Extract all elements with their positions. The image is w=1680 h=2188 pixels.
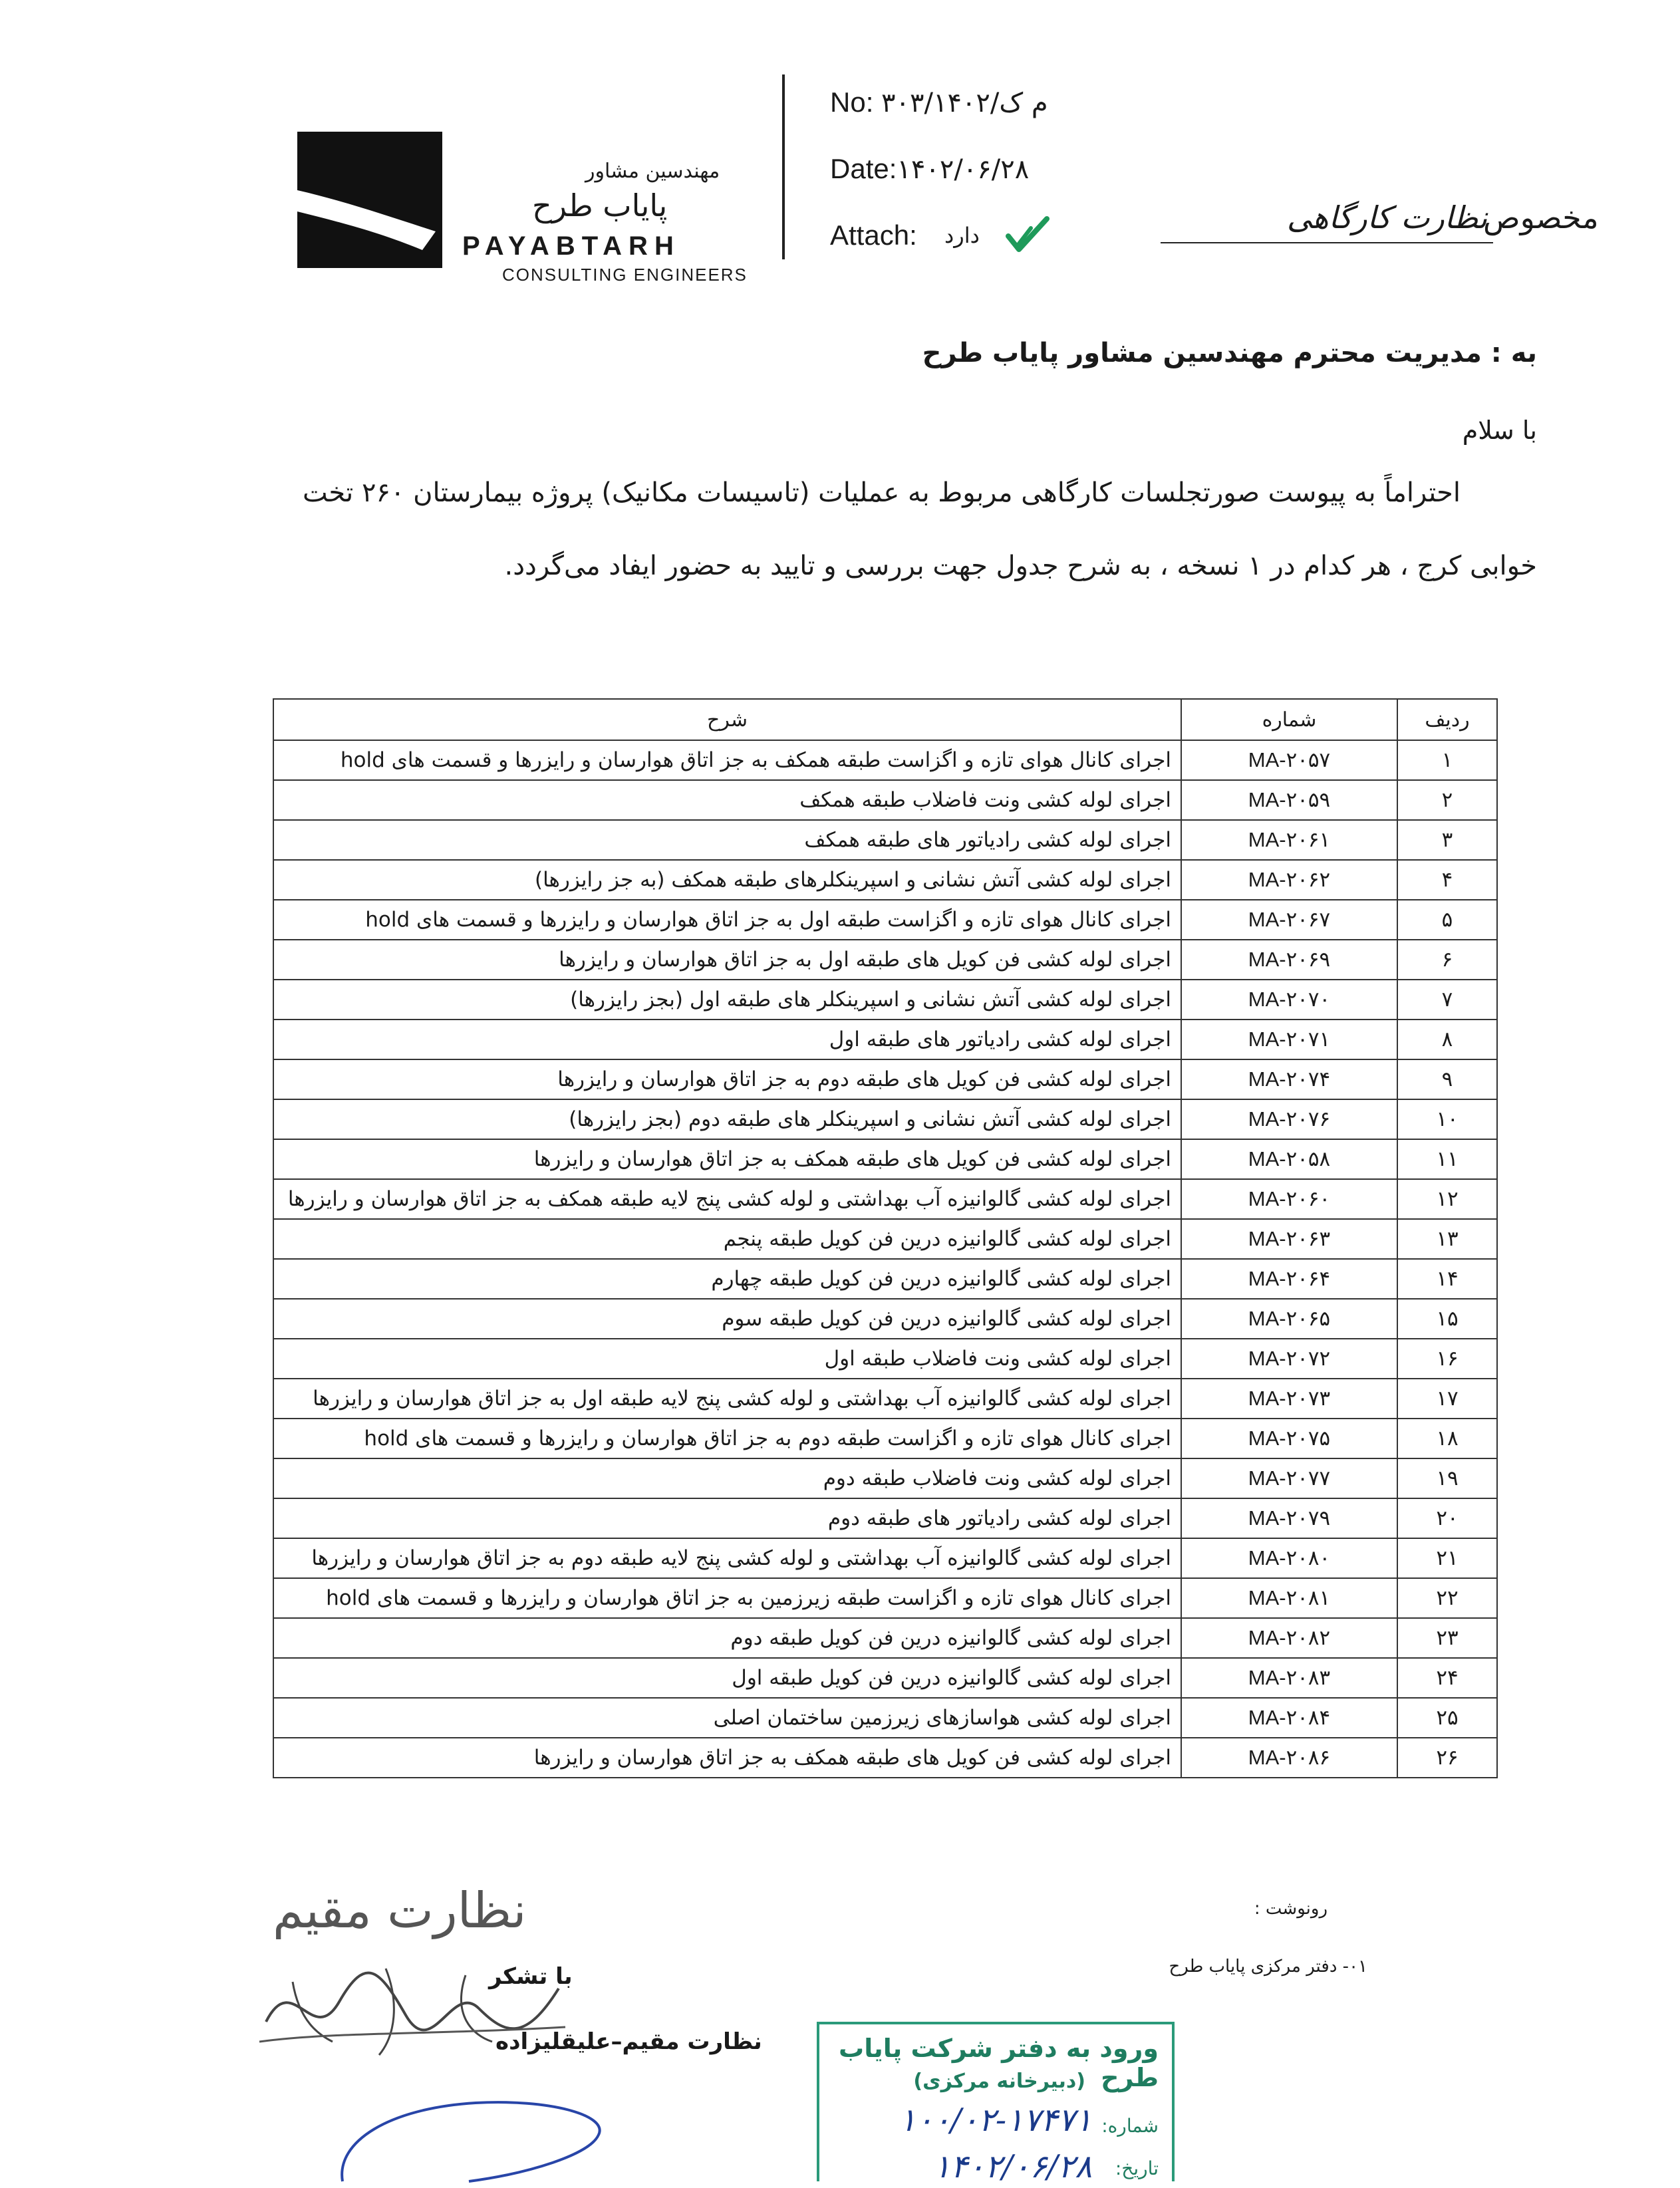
row-index: ۱۳ <box>1397 1219 1497 1259</box>
table-row <box>273 1419 1497 1458</box>
document-number: MA-۲۰۵۷ <box>1181 740 1397 780</box>
letter-number <box>830 86 1048 118</box>
table-row <box>273 1578 1497 1618</box>
document-number: MA-۲۰۶۳ <box>1181 1219 1397 1259</box>
table-header-row <box>273 699 1497 740</box>
row-index: ۹ <box>1397 1059 1497 1099</box>
recipient-line: به : مدیریت محترم مهندسین مشاور پایاب طرح <box>922 338 1537 368</box>
document-number: MA-۲۰۷۱ <box>1181 1020 1397 1059</box>
row-index: ۱۹ <box>1397 1458 1497 1498</box>
table-row <box>273 980 1497 1020</box>
row-index: ۱۲ <box>1397 1179 1497 1219</box>
table-row <box>273 820 1497 860</box>
resident-supervision-stamp: نظارت مقیم <box>273 1882 527 1939</box>
document-number: MA-۲۰۸۶ <box>1181 1738 1397 1778</box>
document-number: MA-۲۰۸۰ <box>1181 1538 1397 1578</box>
row-index: ۱ <box>1397 740 1497 780</box>
document-number: MA-۲۰۶۴ <box>1181 1259 1397 1299</box>
document-number: MA-۲۰۵۹ <box>1181 780 1397 820</box>
letter-attach-label: Attach: <box>830 219 917 251</box>
row-description: اجرای لوله کشی فن کویل های طبقه همکف به جز اتاق هوارسان و رایزرها <box>273 1139 1181 1179</box>
row-description: اجرای لوله کشی هواسازهای زیرزمین ساختمان اصلی <box>273 1698 1181 1738</box>
cc-item: ۰۱- دفتر مرکزی پایاب طرح <box>1169 1957 1367 1977</box>
row-index: ۱۸ <box>1397 1419 1497 1458</box>
company-logo-mark <box>297 132 442 268</box>
document-number: MA-۲۰۷۹ <box>1181 1498 1397 1538</box>
row-description: اجرای لوله کشی ونت فاضلاب طبقه اول <box>273 1339 1181 1379</box>
logo-name-fa: پایاب طرح <box>532 188 668 223</box>
row-index: ۲۰ <box>1397 1498 1497 1538</box>
row-description: اجرای لوله کشی رادیاتور های طبقه همکف <box>273 820 1181 860</box>
row-index: ۱۱ <box>1397 1139 1497 1179</box>
table-row <box>273 1738 1497 1778</box>
table-row <box>273 1059 1497 1099</box>
row-index: ۱۶ <box>1397 1339 1497 1379</box>
table-row <box>273 1618 1497 1658</box>
table-row <box>273 1020 1497 1059</box>
inbox-number-label: شماره: <box>1101 2115 1159 2137</box>
table-row <box>273 1219 1497 1259</box>
document-number: MA-۲۰۸۴ <box>1181 1698 1397 1738</box>
table-row <box>273 940 1497 980</box>
row-index: ۱۰ <box>1397 1099 1497 1139</box>
table-row <box>273 1259 1497 1299</box>
table-row <box>273 900 1497 940</box>
document-number: MA-۲۰۷۶ <box>1181 1099 1397 1139</box>
row-index: ۲۲ <box>1397 1578 1497 1618</box>
table-row <box>273 780 1497 820</box>
document-number: MA-۲۰۸۱ <box>1181 1578 1397 1618</box>
blue-ink-oval <box>329 2088 615 2188</box>
row-description: اجرای لوله کشی گالوانیزه درین فن کویل طبقه اول <box>273 1658 1181 1698</box>
row-index: ۵ <box>1397 900 1497 940</box>
letter-date <box>830 153 1029 185</box>
cc-label: رونوشت : <box>1254 1899 1328 1919</box>
row-index: ۸ <box>1397 1020 1497 1059</box>
inbox-stamp-subtitle: (دبیرخانه مرکزی) <box>913 2070 1085 2093</box>
row-description: اجرای لوله کشی ونت فاضلاب طبقه همکف <box>273 780 1181 820</box>
letter-number-label: No: <box>830 86 874 118</box>
classification-prefix: مخصوص <box>1483 200 1599 235</box>
table-row <box>273 1658 1497 1698</box>
document-number: MA-۲۰۷۷ <box>1181 1458 1397 1498</box>
body-paragraph-line-1: احتراماً به پیوست صورتجلسات کارگاهی مربوط به عملیات (تاسیسات مکانیک) پروژه بیمارستان ۲۶۰ تخت <box>303 478 1461 508</box>
row-description: اجرای کانال هوای تازه و اگزاست طبقه دوم به جز اتاق هوارسان و رایزرها و قسمت های hold <box>273 1419 1181 1458</box>
minutes-table <box>273 698 1498 1778</box>
row-index: ۱۷ <box>1397 1379 1497 1419</box>
row-index: ۴ <box>1397 860 1497 900</box>
row-description: اجرای لوله کشی آتش نشانی و اسپرینکلرهای طبقه همکف (به جز رایزرها) <box>273 860 1181 900</box>
logo-name-en: PAYABTARH <box>462 231 680 261</box>
secretariat-inbox-stamp <box>817 2022 1175 2185</box>
letter-date-label: Date: <box>830 153 897 184</box>
letter-attach-value: دارد <box>944 223 980 248</box>
document-number: MA-۲۰۶۹ <box>1181 940 1397 980</box>
row-description: اجرای لوله کشی فن کویل های طبقه همکف به جز اتاق هوارسان و رایزرها <box>273 1738 1181 1778</box>
inbox-stamp-title: ورود به دفتر شرکت پایاب طرح <box>839 2034 1159 2092</box>
signatory-name: نظارت مقیم–علیقلیزاده <box>495 2028 762 2055</box>
inbox-date-label: تاریخ: <box>1115 2157 1159 2179</box>
row-description: اجرای لوله کشی آتش نشانی و اسپرینکلر های طبقه اول (بجز رایزرها) <box>273 980 1181 1020</box>
table-row <box>273 1139 1497 1179</box>
row-index: ۲۳ <box>1397 1618 1497 1658</box>
table-row <box>273 1099 1497 1139</box>
table-row <box>273 1538 1497 1578</box>
row-index: ۱۵ <box>1397 1299 1497 1339</box>
row-description: اجرای لوله کشی ونت فاضلاب طبقه دوم <box>273 1458 1181 1498</box>
row-index: ۲۴ <box>1397 1658 1497 1698</box>
letter-date-value: ۱۴۰۲/۰۶/۲۸ <box>897 154 1030 185</box>
row-description: اجرای لوله کشی گالوانیزه آب بهداشتی و لوله کشی پنج لایه طبقه دوم به جز اتاق هوارسان و رایزرها <box>273 1538 1181 1578</box>
inbox-number-value: ۱۰۰/۰۲-۱۷۴۷۱ <box>899 2102 1092 2139</box>
row-description: اجرای لوله کشی گالوانیزه آب بهداشتی و لوله کشی پنج لایه طبقه اول به جز اتاق هوارسان و رایزرها <box>273 1379 1181 1419</box>
document-number: MA-۲۰۸۲ <box>1181 1618 1397 1658</box>
document-number: MA-۲۰۷۴ <box>1181 1059 1397 1099</box>
document-number: MA-۲۰۸۳ <box>1181 1658 1397 1698</box>
body-paragraph-line-2: خوابی کرج ، هر کدام در ۱ نسخه ، به شرح جدول جهت بررسی و تایید به حضور ایفاد می‌گردد. <box>504 551 1537 581</box>
document-number: MA-۲۰۶۵ <box>1181 1299 1397 1339</box>
closing-thanks: با تشکر <box>489 1963 573 1990</box>
row-description: اجرای لوله کشی گالوانیزه درین فن کویل طبقه دوم <box>273 1618 1181 1658</box>
row-description: اجرای لوله کشی گالوانیزه آب بهداشتی و لوله کشی پنج لایه طبقه همکف به جز اتاق هوارسان و رایزرها <box>273 1179 1181 1219</box>
document-number: MA-۲۰۷۵ <box>1181 1419 1397 1458</box>
row-description: اجرای لوله کشی گالوانیزه درین فن کویل طبقه چهارم <box>273 1259 1181 1299</box>
row-description: اجرای لوله کشی رادیاتور های طبقه اول <box>273 1020 1181 1059</box>
table-row <box>273 860 1497 900</box>
table-row <box>273 1698 1497 1738</box>
table-row <box>273 740 1497 780</box>
table-row <box>273 1379 1497 1419</box>
row-index: ۲ <box>1397 780 1497 820</box>
row-index: ۲۵ <box>1397 1698 1497 1738</box>
row-index: ۱۴ <box>1397 1259 1497 1299</box>
row-index: ۷ <box>1397 980 1497 1020</box>
row-description: اجرای لوله کشی گالوانیزه درین فن کویل طبقه پنجم <box>273 1219 1181 1259</box>
table-row <box>273 1179 1497 1219</box>
row-description: اجرای لوله کشی گالوانیزه درین فن کویل طبقه سوم <box>273 1299 1181 1339</box>
table-row <box>273 1339 1497 1379</box>
row-index: ۶ <box>1397 940 1497 980</box>
row-description: اجرای لوله کشی فن کویل های طبقه اول به جز اتاق هوارسان و رایزرها <box>273 940 1181 980</box>
letter-number-value: ۳۰۳/م ک/۱۴۰۲ <box>881 88 1048 118</box>
header-description: شرح <box>273 699 1181 740</box>
document-number: MA-۲۰۷۲ <box>1181 1339 1397 1379</box>
document-number: MA-۲۰۶۱ <box>1181 820 1397 860</box>
header-row-number: ردیف <box>1397 699 1497 740</box>
row-description: اجرای کانال هوای تازه و اگزاست طبقه همکف به جز اتاق هوارسان و رایزرها و قسمت های hold <box>273 740 1181 780</box>
row-description: اجرای کانال هوای تازه و اگزاست طبقه اول به جز اتاق هوارسان و رایزرها و قسمت های hold <box>273 900 1181 940</box>
row-description: اجرای کانال هوای تازه و اگزاست طبقه زیرزمین به جز اتاق هوارسان و رایزرها و قسمت های hold <box>273 1578 1181 1618</box>
document-number: MA-۲۰۵۸ <box>1181 1139 1397 1179</box>
document-number: MA-۲۰۷۰ <box>1181 980 1397 1020</box>
row-index: ۲۶ <box>1397 1738 1497 1778</box>
header-divider <box>782 74 785 259</box>
document-number: MA-۲۰۶۷ <box>1181 900 1397 940</box>
table-row <box>273 1458 1497 1498</box>
row-index: ۳ <box>1397 820 1497 860</box>
table-row <box>273 1299 1497 1339</box>
table-row <box>273 1498 1497 1538</box>
row-index: ۲۱ <box>1397 1538 1497 1578</box>
header-document-number: شماره <box>1181 699 1397 740</box>
logo-subtitle-fa: مهندسین مشاور <box>585 160 720 183</box>
row-description: اجرای لوله کشی فن کویل های طبقه دوم به جز اتاق هوارسان و رایزرها <box>273 1059 1181 1099</box>
check-mark-icon <box>1004 216 1051 253</box>
document-number: MA-۲۰۷۳ <box>1181 1379 1397 1419</box>
inbox-date-value: ۱۴۰۲/۰۶/۲۸ <box>933 2148 1092 2185</box>
document-number: MA-۲۰۶۰ <box>1181 1179 1397 1219</box>
greeting: با سلام <box>1462 416 1537 445</box>
classification-underline <box>1161 242 1493 243</box>
classification-handwritten: نظارت کارگاهی <box>1287 200 1488 235</box>
row-description: اجرای لوله کشی آتش نشانی و اسپرینکلر های طبقه دوم (بجز رایزرها) <box>273 1099 1181 1139</box>
document-number: MA-۲۰۶۲ <box>1181 860 1397 900</box>
logo-subtitle-en: CONSULTING ENGINEERS <box>502 265 748 285</box>
row-description: اجرای لوله کشی رادیاتور های طبقه دوم <box>273 1498 1181 1538</box>
